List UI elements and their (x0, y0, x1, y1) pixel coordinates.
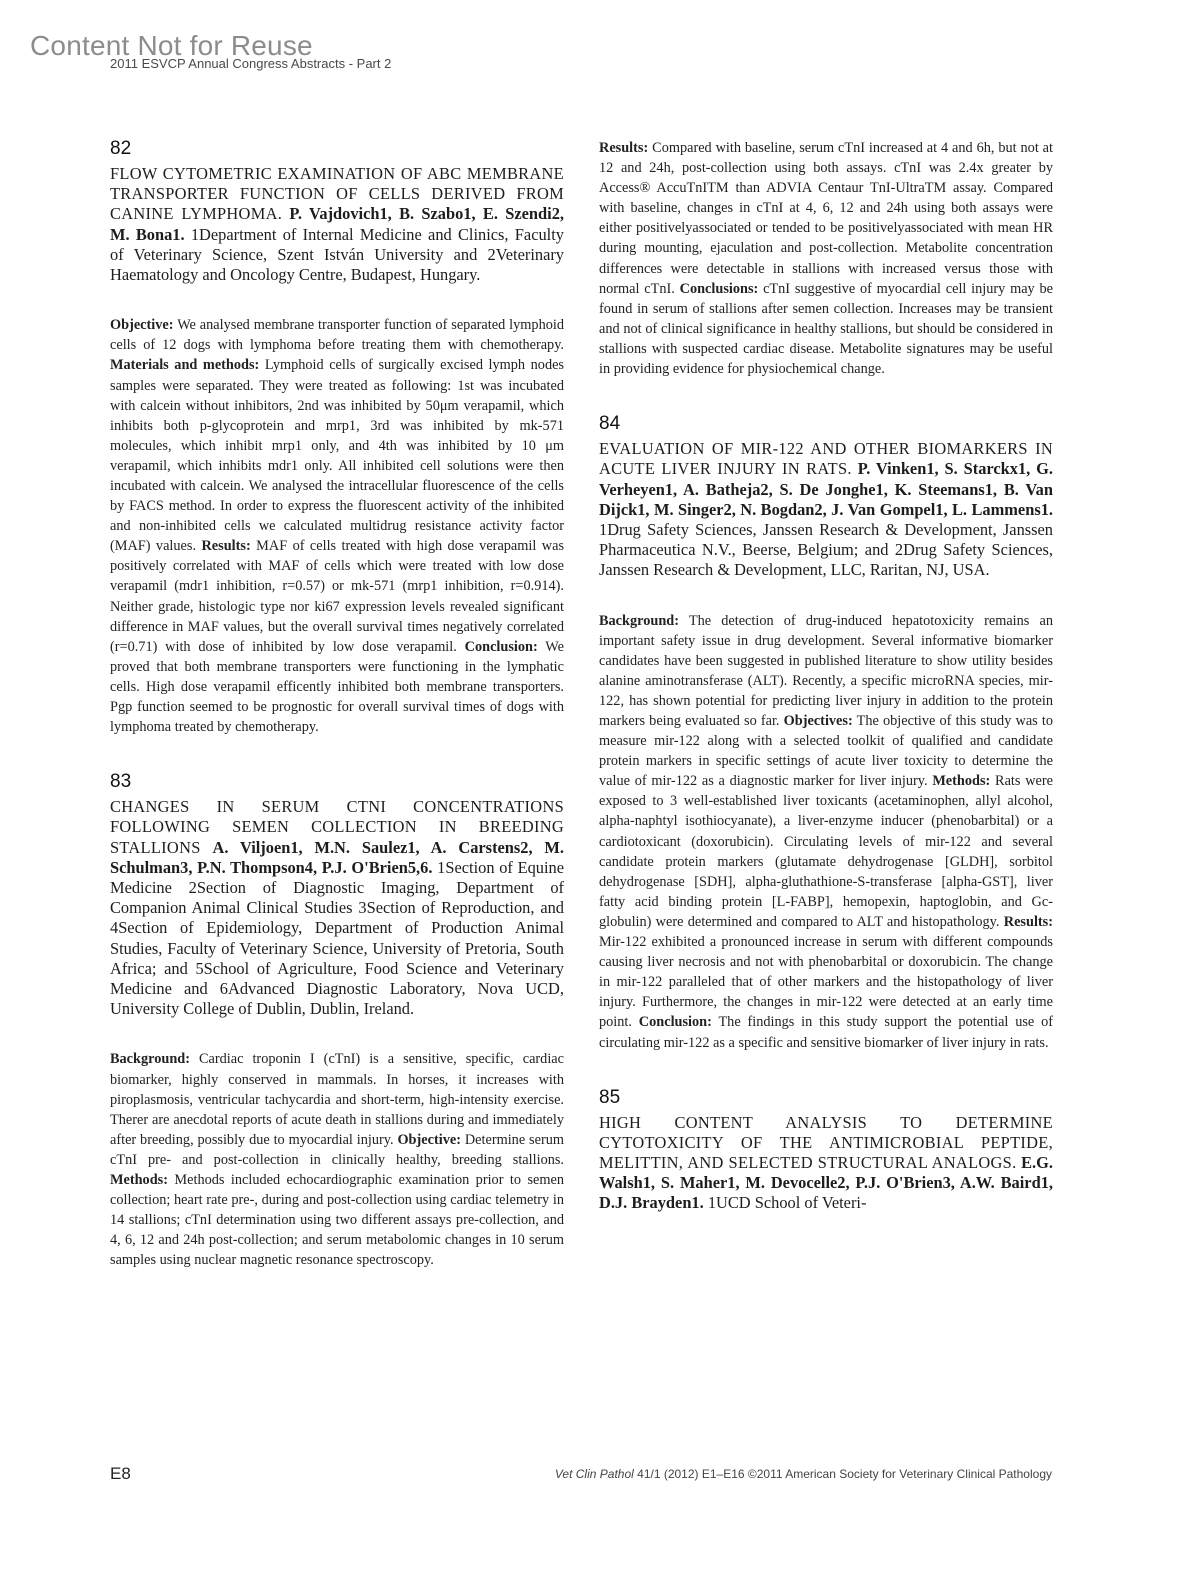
section-text: Compared with baseline, serum cTnI increased at 4 and 6h, but not at 12 and 24h, post-collection using both assays. cTnI was 2.4x greater by Access® AccuTnITM than ADVIA Centaur TnI-UltraTM assay. Compared with baseline, changes in cTnI at 4, 6, 12 and 24h using both assays were either positivelyassociated or tended to be positivelyassociated with mean HR during mounting, ejaculation and post-collection. Metabolite concentration differences were detectable in stallions with increased versus those with normal cTnI. (599, 140, 1053, 297)
section-text: MAF of cells treated with high dose verapamil was positively correlated with MAF of cells which were treated with low dose verapamil (mdr1 inhibition, r=0.57) or mk-571 (mrp1 inhibition, r=0.914). Neither grade, histologic type nor ki67 expression levels revealed significant difference in MAF values, but the overall survival times negatively correlated (r=0.71) with dose of inhibited by low dose verapamil. (110, 538, 565, 655)
abstract-number: 85 (599, 1086, 621, 1108)
abstract-title: HIGH CONTENT ANALYSIS TO DETERMINE CYTOTOXICITY OF THE ANTIMICROBIAL PEPTIDE, MELITTIN, AND SELECTED STRUCTURAL ANALOGS. (599, 1112, 1053, 1173)
section-text: Rats were exposed to 3 well-established liver toxicants (acetaminophen, allyl alcohol, alpha-naphtyl isothiocyanate), a liver-enzyme inducer (phenobarbital) or a cardiotoxicant (doxorubicin). Circulating levels of mir-122 and several candidate protein markers (glutamate dehydrogenase [GLDH], sorbitol dehydrogenase [SDH], alpha-gluthathione-S-transferase [alpha-GST], liver fatty acid binding protein [L-FABP], hemopexin, haptoglobin, and Gc-globulin) were determined and compared to ALT and histopathology. (599, 773, 1053, 930)
abstract-heading (110, 164, 564, 285)
section-text: The detection of drug-induced hepatotoxicity remains an important safety issue in drug development. Several informative biomarker candidates have been suggested in published literature to show utility besides alanine aminotransferase (ALT). Recently, a specific microRNA species, mir-122, has shown potential for predicting liver injury in addition to the protein markers being evaluated so far. (599, 612, 1053, 730)
section-text: Cardiac troponin I (cTnI) is a sensitive, specific, cardiac biomarker, highly conserved in mammals. In horses, it increases with piroplasmosis, ventricular tachycardia and short-term, high-intensity exercise. Therer are anecdotal reports of acute death in stallions during and immediately after breeding, possibly due to myocardial injury. (110, 1051, 564, 1148)
section-text: The findings in this study support the potential use of circulating mir-122 as a specific and sensitive biomarker of liver injury in rats. (599, 1014, 1053, 1051)
abstract-number: 84 (599, 413, 621, 435)
section-text: Mir-122 exhibited a pronounced increase in serum with different compounds causing liver necrosis and not with phenobarbital or doxorubicin. The change in mir-122 paralleled that of other markers and the histopathology of liver injury. Furthermore, the changes in mir-122 were detected at an early time point. (599, 934, 1053, 1031)
section-label: Objectives: (783, 713, 853, 730)
abstract-affiliations: 1UCD School of Veteri- (707, 1193, 867, 1213)
abstract-heading (110, 797, 564, 1019)
section-text: The objective of this study was to measure mir-122 along with a selected toolkit of qualified and candidate protein markers in specific settings of acute liver toxicity to determine the value of mir-122 as a diagnostic marker for liver injury. (599, 713, 1053, 790)
abstract-title: CHANGES IN SERUM CTNI CONCENTRATIONS FOLLOWING SEMEN COLLECTION IN BREEDING STALLIONS (110, 797, 564, 857)
section-label: Conclusion: (464, 638, 538, 655)
section-label: Methods: (932, 773, 991, 790)
section-text: We analysed membrane transporter function of separated lymphoid cells of 12 dogs with lymphoma before treating them with chemotherapy. (110, 317, 564, 354)
abstract-body (110, 1049, 564, 1270)
section-text: cTnI suggestive of myocardial cell injury may be found in serum of stallions after semen collection. Increases may be transient and not of clinical significance in healthy stallions, but should be considered in stallions with suspected cardiac disease. Metabolite signatures may be useful in providing evidence for physiochemical change. (599, 280, 1053, 378)
abstract-heading (599, 439, 1053, 580)
running-head: 2011 ESVCP Annual Congress Abstracts - Part 2 (110, 56, 392, 71)
section-label: Methods: (110, 1171, 168, 1188)
section-label: Results: (201, 538, 251, 555)
abstract-body (110, 315, 564, 737)
section-text: Determine serum cTnI pre- and post-collection in clinically healthy, breeding stallions. (110, 1131, 564, 1168)
left-column (110, 138, 564, 1270)
section-label: Results: (599, 140, 649, 156)
abstract-body (599, 611, 1053, 1053)
section-label: Background: (110, 1051, 190, 1068)
abstract-number: 82 (110, 138, 132, 159)
section-label: Objective: (110, 317, 174, 334)
abstract-affiliations: 1Department of Internal Medicine and Clinics, Faculty of Veterinary Science, Szent István University and 2Veterinary Haematology and Oncology Centre, Budapest, Hungary. (110, 224, 564, 285)
abstract-authors: P. Vinken1, S. Starckx1, G. Verheyen1, A. Batheja2, S. De Jonghe1, K. Steemans1, B. Van Dijck1, M. Singer2, N. Bogdan2, J. Van Gompel1, L. Lammens1. (599, 459, 1053, 519)
section-label: Objective: (397, 1131, 461, 1148)
abstract-number: 83 (110, 771, 132, 793)
watermark: Content Not for Reuse (30, 30, 313, 61)
abstract-heading (599, 1113, 1053, 1214)
section-label: Conclusions: (679, 280, 759, 297)
section-text: We proved that both membrane transporters were functioning in the lymphatic cells. High dose verapamil efficently inhibited both membrane transporters. Pgp function seemed to be prognostic for overall survival times of dogs with lymphoma treated by chemotherapy. (110, 638, 564, 736)
section-label: Conclusion: (638, 1014, 712, 1031)
right-column (599, 138, 1053, 1214)
section-text: Lymphoid cells of surgically excised lymph nodes samples were separated. They were treated as following: 1st was incubated with calcein without inhibitors, 2nd was inhibited by 50μm verapamil, which inhibits both p-glycoprotein and mrp1, 3rd was inhibited by mk-571 molecules, which inhibit mrp1 only, and 4th was inhibited by 10 μm verapamil, which inhibits mdr1 only. All inhibited cell solutions were then incubated with calcein. We analysed the intracellular fluorescence of the cells by FACS method. In order to express the fluorescent activity of the inhibited and non-inhibited cells we calculated multidrug resistance activity factor (MAF) values. (110, 357, 564, 555)
abstract-affiliations: 1Section of Equine Medicine 2Section of Diagnostic Imaging, Department of Companion Animal Clinical Studies 3Section of Reproduction, and 4Section of Epidemiology, Department of Production Animal Studies, Faculty of Veterinary Science, University of Pretoria, South Africa; and 5School of Agriculture, Food Science and Veterinary Medicine and 6Advanced Diagnostic Laboratory, Nova UCD, University College of Dublin, Dublin, Ireland. (110, 857, 565, 1019)
page-number: E8 (110, 1464, 131, 1483)
abstract-authors: E.G. Walsh1, S. Maher1, M. Devocelle2, P.J. O'Brien3, A.W. Baird1, D.J. Brayden1. (599, 1153, 1053, 1213)
abstract-authors: A. Viljoen1, M.N. Saulez1, A. Carstens2, M. Schulman3, P.N. Thompson4, P.J. O'Brien5,6. (110, 837, 564, 877)
abstract-title: EVALUATION OF MIR-122 AND OTHER BIOMARKERS IN ACUTE LIVER INJURY IN RATS. (599, 439, 1053, 479)
journal-citation (555, 1467, 1052, 1481)
abstract-body-continued (599, 138, 1053, 379)
journal-name: Vet Clin Pathol (554, 1467, 634, 1481)
section-label: Results: (1003, 913, 1054, 930)
abstract-affiliations: 1Drug Safety Sciences, Janssen Research & Development, Janssen Pharmaceutica N.V., Beerse, Belgium; and 2Drug Safety Sciences, Janssen Research & Development, LLC, Raritan, NJ, USA. (599, 519, 1053, 580)
section-label: Background: (599, 612, 679, 629)
abstract-title: FLOW CYTOMETRIC EXAMINATION OF ABC MEMBRANE TRANSPORTER FUNCTION OF CELLS DERIVED FROM CANINE LYMPHOMA. (110, 164, 564, 224)
citation-text: 41/1 (2012) E1–E16 ©2011 American Society for Veterinary Clinical Pathology (637, 1467, 1052, 1481)
section-label: Materials and methods: (110, 357, 260, 374)
section-text: Methods included echocardiographic examination prior to semen collection; heart rate pre-, during and post-collection using cardiac telemetry in 14 stallions; cTnI determination using two different assays pre-collection, and 4, 6, 12 and 24h post-collection; and serum metabolomic changes in 10 serum samples using nuclear magnetic resonance spectroscopy. (110, 1171, 564, 1269)
abstract-authors: P. Vajdovich1, B. Szabo1, E. Szendi2, M. Bona1. (110, 204, 564, 244)
